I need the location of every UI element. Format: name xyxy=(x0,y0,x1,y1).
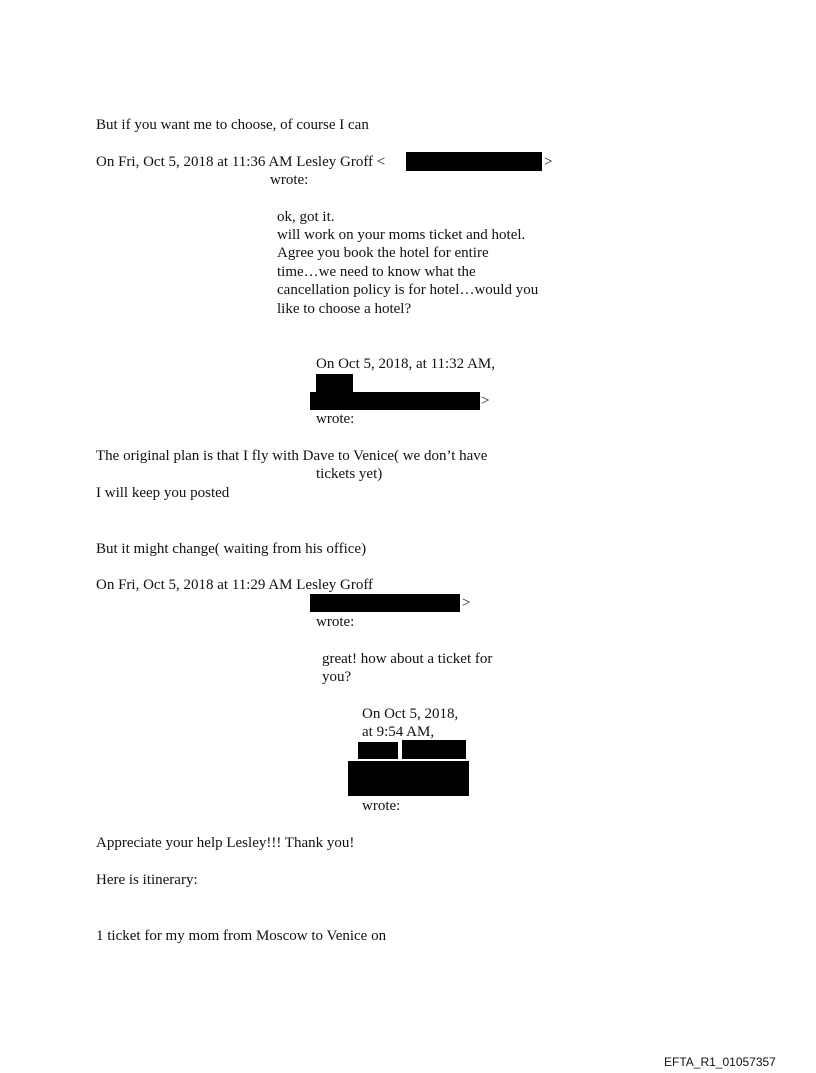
quote-wrote: wrote: xyxy=(316,614,355,630)
quoted-line: cancellation policy is for hotel…would you xyxy=(277,282,539,298)
quoted-line: will work on your moms ticket and hotel. xyxy=(277,227,526,243)
message-line: The original plan is that I fly with Dave to Venice( we don’t have xyxy=(96,448,488,464)
quoted-line: time…we need to know what the xyxy=(277,264,476,280)
quote-header: at 9:54 AM, xyxy=(362,724,435,740)
quoted-line: great! how about a ticket for xyxy=(322,651,493,667)
quoted-line: ok, got it. xyxy=(277,209,335,225)
quote-header: On Oct 5, 2018, xyxy=(362,706,459,722)
message-line: Appreciate your help Lesley!!! Thank you! xyxy=(96,835,355,851)
redaction-box xyxy=(310,392,480,410)
redaction-box xyxy=(316,374,353,392)
message-line: I will keep you posted xyxy=(96,485,230,501)
quote-header: On Oct 5, 2018, at 11:32 AM, xyxy=(316,356,496,372)
redaction-box xyxy=(358,742,398,759)
quoted-line: like to choose a hotel? xyxy=(277,301,412,317)
quoted-line: Agree you book the hotel for entire xyxy=(277,245,489,261)
document-id: EFTA_R1_01057357 xyxy=(664,1055,776,1069)
message-line: 1 ticket for my mom from Moscow to Venice on xyxy=(96,928,387,944)
quote-wrote: wrote: xyxy=(316,411,355,427)
quoted-line: you? xyxy=(322,669,352,685)
message-line: Here is itinerary: xyxy=(96,872,198,888)
quote-header-bracket: > xyxy=(462,595,471,611)
message-line: But it might change( waiting from his office) xyxy=(96,541,367,557)
quote-header: On Fri, Oct 5, 2018 at 11:36 AM Lesley Groff < xyxy=(96,154,386,170)
quote-header-bracket: > xyxy=(544,154,553,170)
redaction-box xyxy=(406,152,542,171)
message-line: tickets yet) xyxy=(316,466,383,482)
quote-wrote: wrote: xyxy=(270,172,309,188)
redaction-box xyxy=(348,761,469,796)
message-line: But if you want me to choose, of course I can xyxy=(96,117,369,133)
redaction-box xyxy=(402,740,466,759)
quote-header-bracket: > xyxy=(481,393,490,409)
quote-wrote: wrote: xyxy=(362,798,401,814)
redaction-box xyxy=(310,594,460,612)
quote-header: On Fri, Oct 5, 2018 at 11:29 AM Lesley Groff xyxy=(96,577,374,593)
